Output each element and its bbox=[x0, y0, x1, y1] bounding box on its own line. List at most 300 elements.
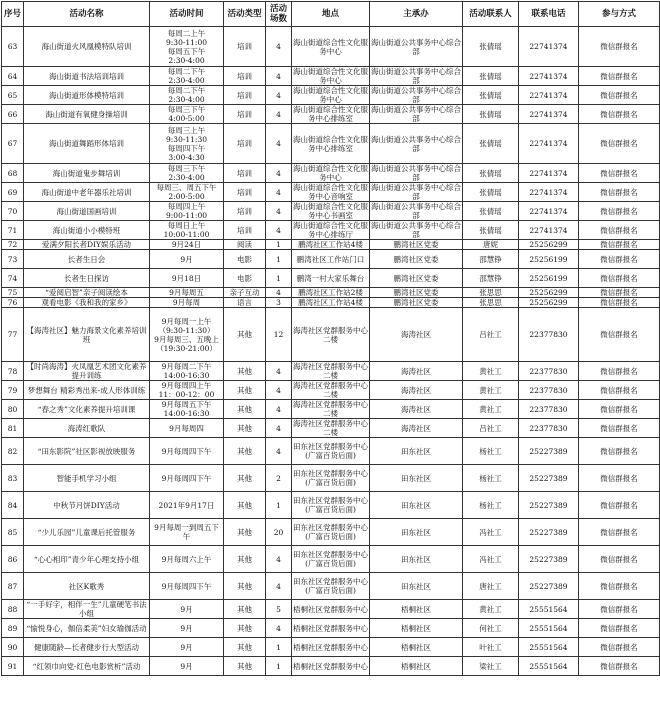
row-number: 78 bbox=[2, 362, 24, 381]
activity-count: 4 bbox=[266, 438, 292, 465]
table-row bbox=[2, 465, 660, 492]
activity-name: 中秋节月饼DIY活动 bbox=[24, 492, 150, 519]
activity-phone: 22377830 bbox=[519, 400, 579, 419]
activity-place: 鹏湾社区工作站4楼 bbox=[292, 298, 370, 308]
table-row bbox=[2, 600, 660, 619]
activity-contact: 吕社工 bbox=[463, 308, 519, 362]
activity-name: 长者生日会 bbox=[24, 250, 150, 269]
activity-place: 梧桐社区党群服务中心 bbox=[292, 619, 370, 638]
activity-type: 培训 bbox=[224, 202, 266, 221]
table-row bbox=[2, 657, 660, 676]
table-row bbox=[2, 573, 660, 600]
activity-count: 4 bbox=[266, 27, 292, 67]
activity-place: 海山街道综合性文化服务中心 bbox=[293, 67, 368, 85]
activity-place: 梧桐社区党群服务中心 bbox=[292, 638, 370, 657]
activity-place: 海涛社区党群服务中心二楼 bbox=[293, 362, 368, 380]
activity-organizer: 海山街道公共事务中心综合部 bbox=[370, 124, 463, 164]
activity-place: 田东社区党群服务中心(广富百货后面) bbox=[292, 519, 370, 546]
activity-name: 观看电影《我和我的家乡》 bbox=[24, 298, 150, 308]
activity-type: 培训 bbox=[224, 164, 266, 183]
activity-join-method: 微信群报名 bbox=[579, 546, 660, 573]
activity-name: 长者生日探访 bbox=[24, 269, 150, 288]
activity-contact: 杨社工 bbox=[463, 438, 519, 465]
activity-organizer: 海山街道公共事务中心综合部 bbox=[371, 86, 461, 104]
activity-phone: 22741374 bbox=[519, 105, 579, 124]
activity-phone: 22741374 bbox=[519, 124, 579, 164]
table-row bbox=[2, 298, 660, 308]
activity-count: 1 bbox=[266, 638, 292, 657]
activity-place: 海山街道综合性文化服务中心 bbox=[292, 27, 370, 67]
activity-contact: 张倩瑶 bbox=[463, 124, 519, 164]
table-row bbox=[2, 27, 660, 67]
activity-organizer: 海山街道公共事务中心综合部 bbox=[371, 183, 461, 201]
activity-name: 【时尚海涛】火凤凰艺术团文化素养提升训练 bbox=[24, 362, 150, 381]
activity-organizer: 鹏湾社区党委 bbox=[370, 250, 463, 269]
activity-place: 鹏湾社区工作站4楼 bbox=[292, 240, 370, 250]
activity-name: 【海涛社区】魅力海景文化素养培训班 bbox=[24, 308, 150, 362]
activity-contact: 吕社工 bbox=[463, 419, 519, 438]
header-place: 地点 bbox=[292, 2, 370, 27]
row-number: 76 bbox=[2, 298, 24, 308]
activity-count: 20 bbox=[266, 519, 292, 546]
activity-type: 其他 bbox=[224, 600, 266, 619]
activity-place: 海山街道综合性文化服务中心排练室 bbox=[293, 105, 368, 123]
activity-join-method: 微信群报名 bbox=[579, 183, 660, 202]
activity-count: 4 bbox=[266, 573, 292, 600]
activity-name: “愉悦身心，伽倍柔美”妇女瑜伽活动 bbox=[24, 619, 150, 638]
activity-type: 培训 bbox=[224, 221, 266, 240]
activity-organizer: 海山街道公共事务中心综合部 bbox=[371, 67, 461, 85]
activity-place: 梧桐社区党群服务中心 bbox=[292, 657, 370, 676]
activity-organizer: 田东社区 bbox=[370, 546, 463, 573]
activity-organizer: 田东社区 bbox=[370, 492, 463, 519]
row-number: 86 bbox=[2, 546, 24, 573]
activity-place: 海山街道综合性文化服务中心书画室 bbox=[293, 202, 368, 220]
activity-type: 阅读 bbox=[224, 240, 266, 250]
activity-place: 田东社区党群服务中心(广富百货后面) bbox=[292, 546, 370, 573]
activity-count: 2 bbox=[266, 465, 292, 492]
activity-contact: 张倩瑶 bbox=[463, 86, 519, 105]
activity-count: 4 bbox=[266, 400, 292, 419]
activity-contact: 张倩瑶 bbox=[463, 183, 519, 202]
activity-organizer: 海涛社区 bbox=[370, 381, 463, 400]
table-row bbox=[2, 240, 660, 250]
activity-join-method: 微信群报名 bbox=[579, 519, 660, 546]
activity-contact: 张倩瑶 bbox=[463, 221, 519, 240]
activity-contact: 张倩瑶 bbox=[463, 202, 519, 221]
activity-join-method: 微信群报名 bbox=[579, 288, 660, 298]
activity-time: 9月每周二下午 14:00-16:30 bbox=[150, 362, 224, 381]
activity-time: 9月每周 bbox=[150, 298, 224, 308]
activity-place: 海涛社区党群服务中心二楼 bbox=[292, 308, 370, 362]
activity-phone: 25256199 bbox=[519, 269, 579, 288]
activity-type: 其他 bbox=[224, 546, 266, 573]
row-number: 80 bbox=[2, 400, 24, 419]
activity-type: 其他 bbox=[224, 362, 266, 381]
activity-name: 海山街道鬼步舞培训 bbox=[24, 164, 150, 183]
activity-time: 9月每周六上午 bbox=[150, 546, 224, 573]
activity-name: 智能手机学习小组 bbox=[24, 465, 150, 492]
activity-phone: 25227389 bbox=[519, 438, 579, 465]
table-row bbox=[2, 519, 660, 546]
activity-join-method: 微信群报名 bbox=[579, 419, 660, 438]
activity-phone: 22741374 bbox=[519, 27, 579, 67]
activity-count: 1 bbox=[266, 269, 292, 288]
activity-join-method: 微信群报名 bbox=[579, 492, 660, 519]
activity-count: 4 bbox=[266, 419, 292, 438]
activity-contact: 叶社工 bbox=[463, 638, 519, 657]
activity-type: 其他 bbox=[224, 519, 266, 546]
header-no: 序号 bbox=[2, 2, 24, 27]
activity-contact: 张倩瑶 bbox=[463, 67, 519, 86]
activity-place: 鹏湾社区工作站门口 bbox=[292, 250, 370, 269]
activity-count: 4 bbox=[266, 381, 292, 400]
activity-place: 田东社区党群服务中心(广富百货后面) bbox=[292, 438, 370, 465]
activity-time: 9月18日 bbox=[150, 269, 224, 288]
row-number: 68 bbox=[2, 164, 24, 183]
activity-time: 9月每周四下午 bbox=[150, 465, 224, 492]
activity-organizer: 海涛社区 bbox=[370, 419, 463, 438]
table-row bbox=[2, 381, 660, 400]
activity-contact: 邵慧铮 bbox=[463, 269, 519, 288]
activity-place: 海涛社区党群服务中心二楼 bbox=[293, 381, 368, 399]
activity-count: 12 bbox=[266, 308, 292, 362]
activity-join-method: 微信群报名 bbox=[579, 619, 660, 638]
row-number: 85 bbox=[2, 519, 24, 546]
activity-time: 9月每周一上午 （9:30-11:30） 9月每周三、五晚上（19:30-21:00） bbox=[150, 308, 224, 362]
activity-join-method: 微信群报名 bbox=[579, 221, 660, 240]
activity-time: 9月每周五下午 14:00-16:30 bbox=[150, 400, 224, 419]
activity-join-method: 微信群报名 bbox=[579, 298, 660, 308]
activity-time: 9月每周四下午 bbox=[150, 438, 224, 465]
activity-organizer: 梧桐社区 bbox=[370, 619, 463, 638]
activity-phone: 25551564 bbox=[519, 619, 579, 638]
activity-organizer: 田东社区 bbox=[370, 438, 463, 465]
header-row bbox=[2, 2, 660, 27]
activity-type: 培训 bbox=[224, 105, 266, 124]
activity-name: 海山街道火风凰模特队培训 bbox=[24, 27, 150, 67]
activity-contact: 杨社工 bbox=[463, 465, 519, 492]
activity-type: 其他 bbox=[224, 308, 266, 362]
row-number: 82 bbox=[2, 438, 24, 465]
table-row bbox=[2, 86, 660, 105]
table-row bbox=[2, 105, 660, 124]
row-number: 83 bbox=[2, 465, 24, 492]
header-time: 活动时间 bbox=[150, 2, 224, 27]
activity-count: 4 bbox=[266, 202, 292, 221]
activity-type: 电影 bbox=[224, 250, 266, 269]
activity-phone: 25551564 bbox=[519, 638, 579, 657]
activity-count: 1 bbox=[266, 657, 292, 676]
row-number: 77 bbox=[2, 308, 24, 362]
activity-join-method: 微信群报名 bbox=[579, 465, 660, 492]
activity-organizer: 田东社区 bbox=[370, 573, 463, 600]
activity-organizer: 鹏湾社区党委 bbox=[370, 269, 463, 288]
activity-contact: 张倩瑶 bbox=[463, 27, 519, 67]
activity-contact: 黄社工 bbox=[463, 400, 519, 419]
row-number: 81 bbox=[2, 419, 24, 438]
row-number: 79 bbox=[2, 381, 24, 400]
activity-count: 4 bbox=[266, 105, 292, 124]
activity-contact: 杨社工 bbox=[463, 492, 519, 519]
activity-organizer: 海涛社区 bbox=[370, 362, 463, 381]
activity-time: 9月每周四 bbox=[150, 419, 224, 438]
activity-type: 其他 bbox=[224, 492, 266, 519]
activity-time: 9月 bbox=[150, 250, 224, 269]
activity-type: 其他 bbox=[224, 638, 266, 657]
activity-contact: 黄社工 bbox=[463, 362, 519, 381]
activity-count: 4 bbox=[266, 124, 292, 164]
activity-place: 海涛社区党群服务中心二楼 bbox=[293, 419, 368, 437]
activity-join-method: 微信群报名 bbox=[579, 573, 660, 600]
activity-organizer: 梧桐社区 bbox=[370, 600, 463, 619]
activity-phone: 22377830 bbox=[519, 308, 579, 362]
activity-type: 其他 bbox=[224, 657, 266, 676]
activity-place: 海山街道综合性文化服务中心排练厅 bbox=[293, 221, 368, 239]
activity-organizer: 海山街道公共事务中心综合部 bbox=[371, 221, 461, 239]
activity-type: 培训 bbox=[224, 86, 266, 105]
activity-contact: 唐社工 bbox=[463, 573, 519, 600]
activity-time: 每周三下午 2:30-4:00 bbox=[150, 164, 224, 183]
activity-count: 4 bbox=[266, 619, 292, 638]
table-row bbox=[2, 124, 660, 164]
table-row bbox=[2, 308, 660, 362]
activity-name: 海山街道中老年器乐社培训 bbox=[24, 183, 150, 202]
activity-organizer: 海山街道公共事务中心综合部 bbox=[370, 27, 463, 67]
activity-type: 培训 bbox=[224, 67, 266, 86]
row-number: 67 bbox=[2, 124, 24, 164]
activity-count: 4 bbox=[266, 362, 292, 381]
activity-name: 爱满夕阳长者DIY娱乐活动 bbox=[24, 240, 150, 250]
activity-time: 每周四上午 9:00-11:00 bbox=[150, 202, 224, 221]
activity-phone: 22377830 bbox=[519, 362, 579, 381]
table-row bbox=[2, 638, 660, 657]
row-number: 84 bbox=[2, 492, 24, 519]
activity-name: 梦想舞台 精彩秀出来-成人形体训练 bbox=[24, 381, 150, 400]
activity-organizer: 鹏湾社区党委 bbox=[370, 298, 463, 308]
table-row bbox=[2, 269, 660, 288]
table-row bbox=[2, 288, 660, 298]
row-number: 75 bbox=[2, 288, 24, 298]
activity-count: 3 bbox=[266, 298, 292, 308]
header-organizer: 主承办 bbox=[370, 2, 463, 27]
activity-name: “春之秀”文化素养提升培训课 bbox=[24, 400, 150, 419]
activity-organizer: 海山街道公共事务中心综合部 bbox=[371, 164, 461, 182]
table-row bbox=[2, 164, 660, 183]
activity-join-method: 微信群报名 bbox=[579, 202, 660, 221]
activity-phone: 25227389 bbox=[519, 492, 579, 519]
activity-organizer: 田东社区 bbox=[370, 519, 463, 546]
activity-count: 1 bbox=[266, 250, 292, 269]
activity-phone: 22741374 bbox=[519, 202, 579, 221]
activity-time: 每周日上午 10:00-11:00 bbox=[150, 221, 224, 240]
activity-place: 田东社区党群服务中心(广富百货后面) bbox=[292, 492, 370, 519]
activity-phone: 25256299 bbox=[519, 240, 579, 250]
activity-time: 每周三上午 9:30-11:30 每周四下午 3:00-4:30 bbox=[150, 124, 224, 164]
activity-count: 1 bbox=[266, 240, 292, 250]
activity-organizer: 海山街道公共事务中心综合部 bbox=[371, 105, 461, 123]
activity-name: 社区K歌秀 bbox=[24, 573, 150, 600]
activity-join-method: 微信群报名 bbox=[579, 308, 660, 362]
row-number: 64 bbox=[2, 67, 24, 86]
activity-phone: 25227389 bbox=[519, 465, 579, 492]
header-count: 活动场数 bbox=[266, 2, 292, 27]
table-row bbox=[2, 619, 660, 638]
activity-place: 海山街道综合性文化服务中心排练室 bbox=[292, 124, 370, 164]
row-number: 90 bbox=[2, 638, 24, 657]
activity-name: 海山街道形体模特培训 bbox=[24, 86, 150, 105]
table-row bbox=[2, 183, 660, 202]
activity-type: 其他 bbox=[224, 400, 266, 419]
header-phone: 联系电话 bbox=[519, 2, 579, 27]
activity-join-method: 微信群报名 bbox=[579, 657, 660, 676]
row-number: 74 bbox=[2, 269, 24, 288]
activity-time: 9月 bbox=[150, 657, 224, 676]
activity-type: 亲子互动 bbox=[224, 288, 266, 298]
activity-type: 语言 bbox=[224, 298, 266, 308]
activity-name: “田东影院”社区影视放映服务 bbox=[24, 438, 150, 465]
activity-phone: 25227389 bbox=[519, 573, 579, 600]
activity-phone: 25256299 bbox=[519, 288, 579, 298]
header-join-method: 参与方式 bbox=[579, 2, 660, 27]
activity-name: 海山街道书法培训培训 bbox=[24, 67, 150, 86]
activity-phone: 25227389 bbox=[519, 546, 579, 573]
activity-contact: 冯社工 bbox=[463, 519, 519, 546]
activity-phone: 22377830 bbox=[519, 381, 579, 400]
activity-contact: 黄社工 bbox=[463, 381, 519, 400]
activity-time: 9月 bbox=[150, 619, 224, 638]
activity-type: 其他 bbox=[224, 419, 266, 438]
activity-phone: 25227389 bbox=[519, 519, 579, 546]
activity-type: 其他 bbox=[224, 619, 266, 638]
activity-time: 2021年9月17日 bbox=[150, 492, 224, 519]
activity-join-method: 微信群报名 bbox=[579, 250, 660, 269]
row-number: 89 bbox=[2, 619, 24, 638]
activity-name: 海山街道国画培训 bbox=[24, 202, 150, 221]
activity-count: 5 bbox=[266, 600, 292, 619]
activity-phone: 22741374 bbox=[519, 67, 579, 86]
table-row bbox=[2, 419, 660, 438]
table-row bbox=[2, 221, 660, 240]
activity-type: 培训 bbox=[224, 124, 266, 164]
activity-phone: 22741374 bbox=[519, 164, 579, 183]
activity-name: “一手好字，相伴一生”儿童硬笔书法小组 bbox=[24, 600, 150, 619]
activity-type: 培训 bbox=[224, 27, 266, 67]
activity-join-method: 微信群报名 bbox=[579, 164, 660, 183]
activity-count: 1 bbox=[266, 492, 292, 519]
row-number: 66 bbox=[2, 105, 24, 124]
activity-contact: 张思思 bbox=[463, 288, 519, 298]
activity-phone: 25256199 bbox=[519, 250, 579, 269]
activity-join-method: 微信群报名 bbox=[579, 381, 660, 400]
activity-count: 4 bbox=[266, 164, 292, 183]
table-row bbox=[2, 400, 660, 419]
activity-organizer: 梧桐社区 bbox=[370, 657, 463, 676]
header-type: 活动类型 bbox=[224, 2, 266, 27]
activity-name: 海涛红歌队 bbox=[24, 419, 150, 438]
activity-phone: 22741374 bbox=[519, 86, 579, 105]
activity-join-method: 微信群报名 bbox=[579, 638, 660, 657]
table-row bbox=[2, 362, 660, 381]
activity-place: 海涛社区党群服务中心二楼 bbox=[293, 400, 368, 418]
activity-join-method: 微信群报名 bbox=[579, 105, 660, 124]
activity-join-method: 微信群报名 bbox=[579, 269, 660, 288]
activity-place: 田东社区党群服务中心(广富百货后面) bbox=[292, 573, 370, 600]
activity-name: 海山街道小小模特班 bbox=[24, 221, 150, 240]
activity-phone: 25551564 bbox=[519, 657, 579, 676]
activity-place: 海山街道综合性文化服务中心音响室 bbox=[293, 183, 368, 201]
activity-type: 其他 bbox=[224, 465, 266, 492]
table-row bbox=[2, 492, 660, 519]
header-name: 活动名称 bbox=[24, 2, 150, 27]
activity-join-method: 微信群报名 bbox=[579, 240, 660, 250]
activity-name: “红领巾向党-红色电影赏析”活动 bbox=[24, 657, 150, 676]
activity-join-method: 微信群报名 bbox=[579, 27, 660, 67]
activity-organizer: 鹏湾社区党委 bbox=[370, 240, 463, 250]
row-number: 72 bbox=[2, 240, 24, 250]
activity-join-method: 微信群报名 bbox=[579, 86, 660, 105]
activity-name: “少儿乐园”儿童课后托管服务 bbox=[24, 519, 150, 546]
activity-place: 海山街道综合性文化服务中心 bbox=[293, 86, 368, 104]
activity-organizer: 鹏湾社区党委 bbox=[370, 288, 463, 298]
row-number: 70 bbox=[2, 202, 24, 221]
row-number: 63 bbox=[2, 27, 24, 67]
activity-contact: 何社工 bbox=[463, 619, 519, 638]
activity-place: 梧桐社区党群服务中心 bbox=[292, 600, 370, 619]
activity-join-method: 微信群报名 bbox=[579, 600, 660, 619]
row-number: 88 bbox=[2, 600, 24, 619]
activity-organizer: 田东社区 bbox=[370, 465, 463, 492]
activity-type: 其他 bbox=[224, 438, 266, 465]
activity-join-method: 微信群报名 bbox=[579, 438, 660, 465]
activity-phone: 22377830 bbox=[519, 419, 579, 438]
activity-contact: 邵慧铮 bbox=[463, 250, 519, 269]
activity-time: 9月每周四下午 bbox=[150, 573, 224, 600]
row-number: 69 bbox=[2, 183, 24, 202]
activity-join-method: 微信群报名 bbox=[579, 124, 660, 164]
activity-contact: 张思思 bbox=[463, 298, 519, 308]
activity-name: “心心相印”青少年心理支持小组 bbox=[24, 546, 150, 573]
activity-type: 其他 bbox=[224, 573, 266, 600]
table-row bbox=[2, 67, 660, 86]
activity-count: 4 bbox=[266, 67, 292, 86]
activity-place: 鹏湾一村大家乐舞台 bbox=[292, 269, 370, 288]
activity-time: 每周二下午 2:30-4:00 bbox=[150, 67, 224, 86]
activity-organizer: 海涛社区 bbox=[370, 308, 463, 362]
row-number: 71 bbox=[2, 221, 24, 240]
activity-count: 4 bbox=[266, 546, 292, 573]
activity-contact: 梁社工 bbox=[463, 657, 519, 676]
activity-time: 9月每周四上午 11：00-12：00 bbox=[150, 381, 224, 400]
activity-table bbox=[1, 1, 660, 676]
activity-contact: 冯社工 bbox=[463, 546, 519, 573]
activity-time: 9月每周五 bbox=[150, 288, 224, 298]
activity-phone: 22741374 bbox=[519, 221, 579, 240]
activity-time: 9月24日 bbox=[150, 240, 224, 250]
activity-name: “爱阅启智”亲子阅读绘本 bbox=[24, 288, 150, 298]
activity-time: 9月每周一到周五下午 bbox=[150, 519, 224, 546]
activity-phone: 22741374 bbox=[519, 183, 579, 202]
table-row bbox=[2, 546, 660, 573]
activity-name: 海山街道舞蹈形体培训 bbox=[24, 124, 150, 164]
row-number: 65 bbox=[2, 86, 24, 105]
row-number: 73 bbox=[2, 250, 24, 269]
activity-phone: 25256299 bbox=[519, 298, 579, 308]
activity-name: 健康随龄—长者健步行大型活动 bbox=[24, 638, 150, 657]
activity-time: 每周三、周五下午 2:00-5:00 bbox=[150, 183, 224, 202]
activity-contact: 张倩瑶 bbox=[463, 164, 519, 183]
activity-place: 田东社区党群服务中心(广富百货后面) bbox=[292, 465, 370, 492]
